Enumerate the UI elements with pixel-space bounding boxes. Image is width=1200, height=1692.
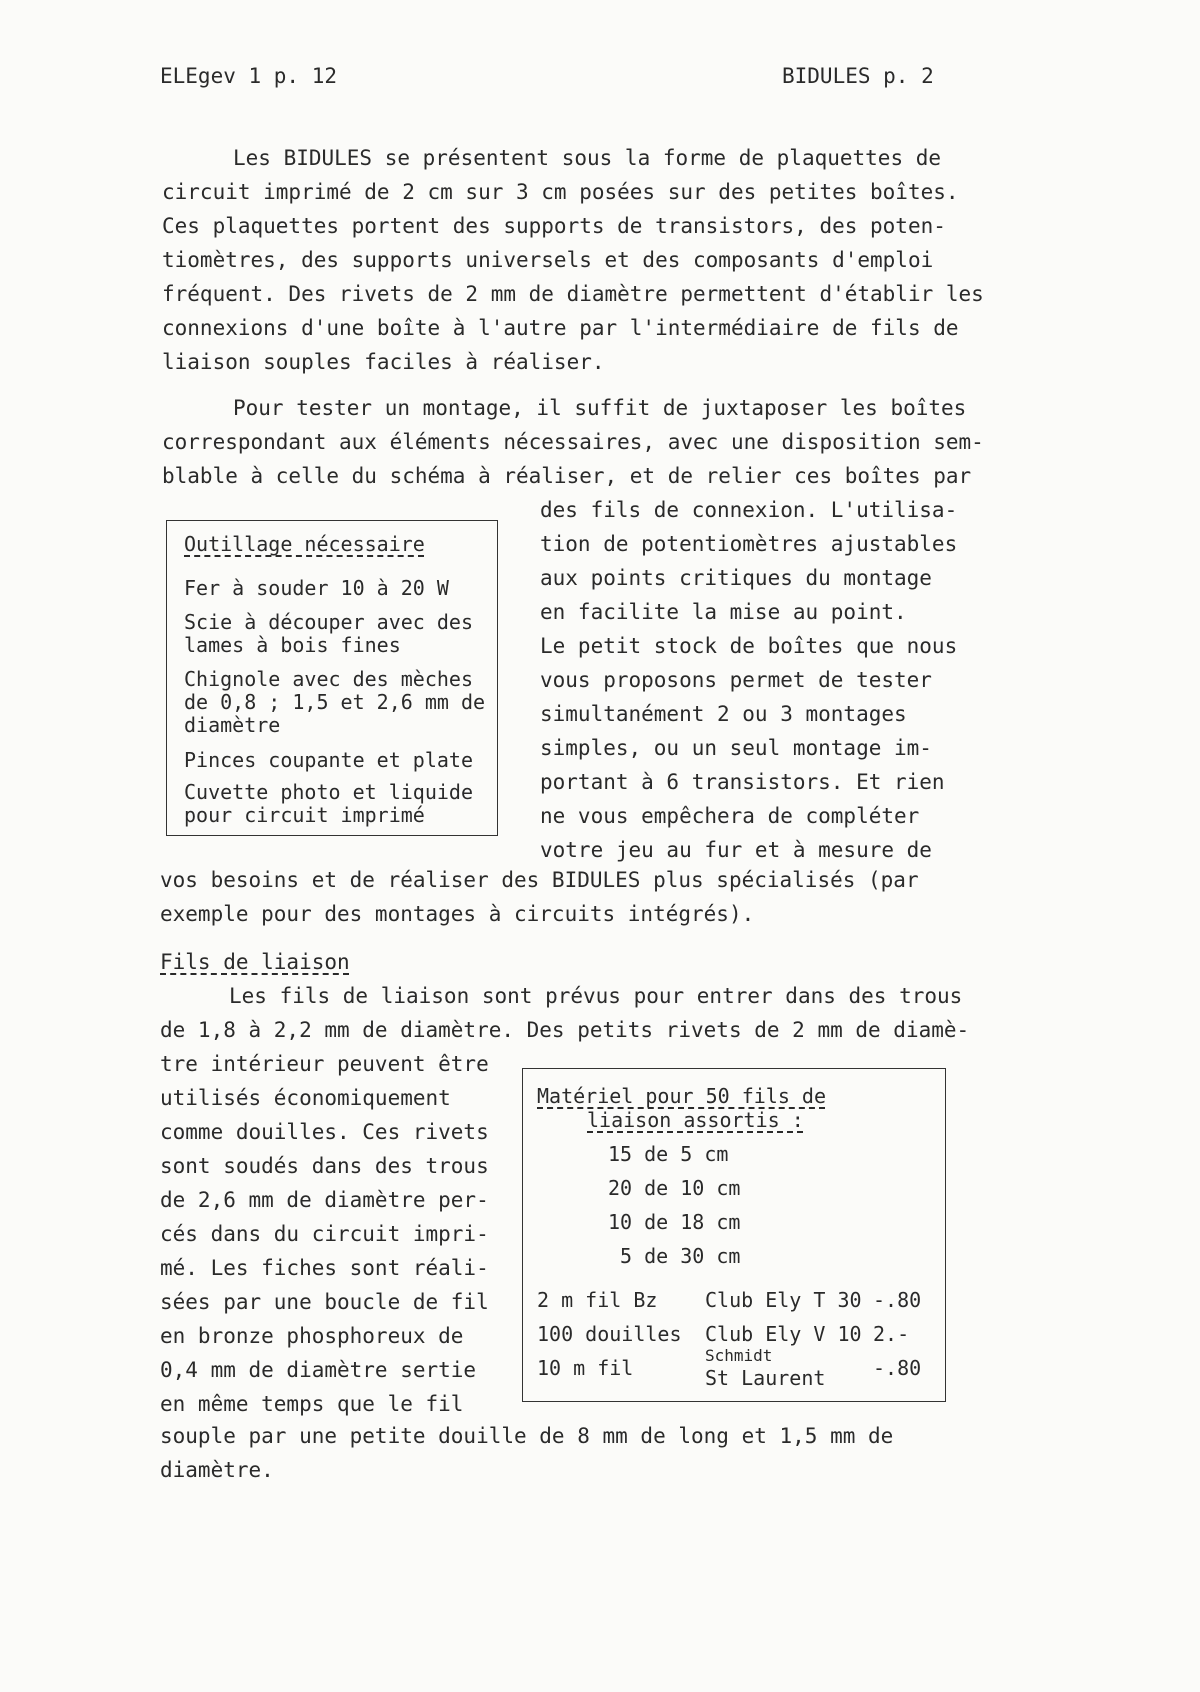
text-line: aux points critiques du montage: [540, 566, 932, 590]
text-line: simultanément 2 ou 3 montages: [540, 702, 907, 726]
tools-item: pour circuit imprimé: [184, 803, 425, 827]
material-source: Schmidt: [705, 1346, 773, 1365]
text-line: de 2,6 mm de diamètre per-: [160, 1188, 489, 1212]
text-line: tre intérieur peuvent être: [160, 1052, 489, 1076]
text-line: ne vous empêchera de compléter: [540, 804, 920, 828]
material-source: Club Ely T 30: [705, 1288, 862, 1312]
text-line: comme douilles. Ces rivets: [160, 1120, 489, 1144]
length-item: 10 de 18 cm: [608, 1210, 741, 1234]
text-line: sont soudés dans des trous: [160, 1154, 489, 1178]
text-line: de 1,8 à 2,2 mm de diamètre. Des petits rivets de 2 mm de diamè-: [160, 1018, 970, 1042]
text-line: exemple pour des montages à circuits intégrés).: [160, 902, 755, 926]
text-line: cés dans du circuit impri-: [160, 1222, 489, 1246]
tools-item: Chignole avec des mèches: [184, 667, 473, 691]
text-line: tion de potentiomètres ajustables: [540, 532, 958, 556]
text-line: Les BIDULES se présentent sous la forme de plaquettes de: [233, 146, 942, 170]
tools-item: lames à bois fines: [184, 633, 401, 657]
material-price: -.80: [873, 1288, 922, 1312]
material-qty: 2 m fil Bz: [537, 1288, 658, 1312]
text-line: 0,4 mm de diamètre sertie: [160, 1358, 477, 1382]
material-box-title: Matériel pour 50 fils de: [537, 1084, 826, 1108]
text-line: blable à celle du schéma à réaliser, et de relier ces boîtes par: [162, 464, 972, 488]
text-line: en facilite la mise au point.: [540, 600, 907, 624]
text-line: circuit imprimé de 2 cm sur 3 cm posées sur des petites boîtes.: [162, 180, 959, 204]
text-line: Le petit stock de boîtes que nous: [540, 634, 958, 658]
text-line: connexions d'une boîte à l'autre par l'intermédiaire de fils de: [162, 316, 959, 340]
tools-box-title: Outillage nécessaire: [184, 532, 425, 556]
header-right: BIDULES p. 2: [782, 64, 934, 88]
tools-item: de 0,8 ; 1,5 et 2,6 mm de: [184, 690, 486, 714]
tools-item: Cuvette photo et liquide: [184, 780, 473, 804]
tools-box: [166, 520, 498, 836]
text-line: souple par une petite douille de 8 mm de long et 1,5 mm de: [160, 1424, 894, 1448]
text-line: Pour tester un montage, il suffit de juxtaposer les boîtes: [233, 396, 967, 420]
material-qty: 100 douilles: [537, 1322, 682, 1346]
text-line: vous proposons permet de tester: [540, 668, 932, 692]
text-line: Les fils de liaison sont prévus pour entrer dans des trous: [229, 984, 963, 1008]
text-line: diamètre.: [160, 1458, 274, 1482]
header-left: ELEgev 1 p. 12: [160, 64, 338, 88]
text-line: votre jeu au fur et à mesure de: [540, 838, 932, 862]
text-line: tiomètres, des supports universels et des composants d'emploi: [162, 248, 934, 272]
tools-item: Scie à découper avec des: [184, 610, 473, 634]
text-line: fréquent. Des rivets de 2 mm de diamètre permettent d'établir les: [162, 282, 984, 306]
material-box-title: liaison assortis :: [587, 1108, 804, 1132]
tools-item: diamètre: [184, 713, 281, 737]
text-line: portant à 6 transistors. Et rien: [540, 770, 945, 794]
length-item: 5 de 30 cm: [620, 1244, 741, 1268]
text-line: vos besoins et de réaliser des BIDULES plus spécialisés (par: [160, 868, 919, 892]
text-line: Ces plaquettes portent des supports de transistors, des poten-: [162, 214, 946, 238]
material-price: 2.-: [873, 1322, 910, 1346]
text-line: mé. Les fiches sont réali-: [160, 1256, 489, 1280]
material-qty: 10 m fil: [537, 1356, 634, 1380]
text-line: correspondant aux éléments nécessaires, avec une disposition sem-: [162, 430, 984, 454]
material-box: [522, 1068, 946, 1402]
tools-item: Pinces coupante et plate: [184, 748, 473, 772]
text-line: utilisés économiquement: [160, 1086, 451, 1110]
text-line: simples, ou un seul montage im-: [540, 736, 932, 760]
length-item: 20 de 10 cm: [608, 1176, 741, 1200]
length-item: 15 de 5 cm: [608, 1142, 729, 1166]
text-line: en même temps que le fil: [160, 1392, 464, 1416]
text-line: des fils de connexion. L'utilisa-: [540, 498, 958, 522]
material-source: Club Ely V 10: [705, 1322, 862, 1346]
material-source: St Laurent: [705, 1366, 826, 1390]
tools-item: Fer à souder 10 à 20 W: [184, 576, 449, 600]
material-price: -.80: [873, 1356, 922, 1380]
text-line: sées par une boucle de fil: [160, 1290, 489, 1314]
text-line: en bronze phosphoreux de: [160, 1324, 464, 1348]
text-line: liaison souples faciles à réaliser.: [162, 350, 605, 374]
section-heading: Fils de liaison: [160, 950, 350, 974]
